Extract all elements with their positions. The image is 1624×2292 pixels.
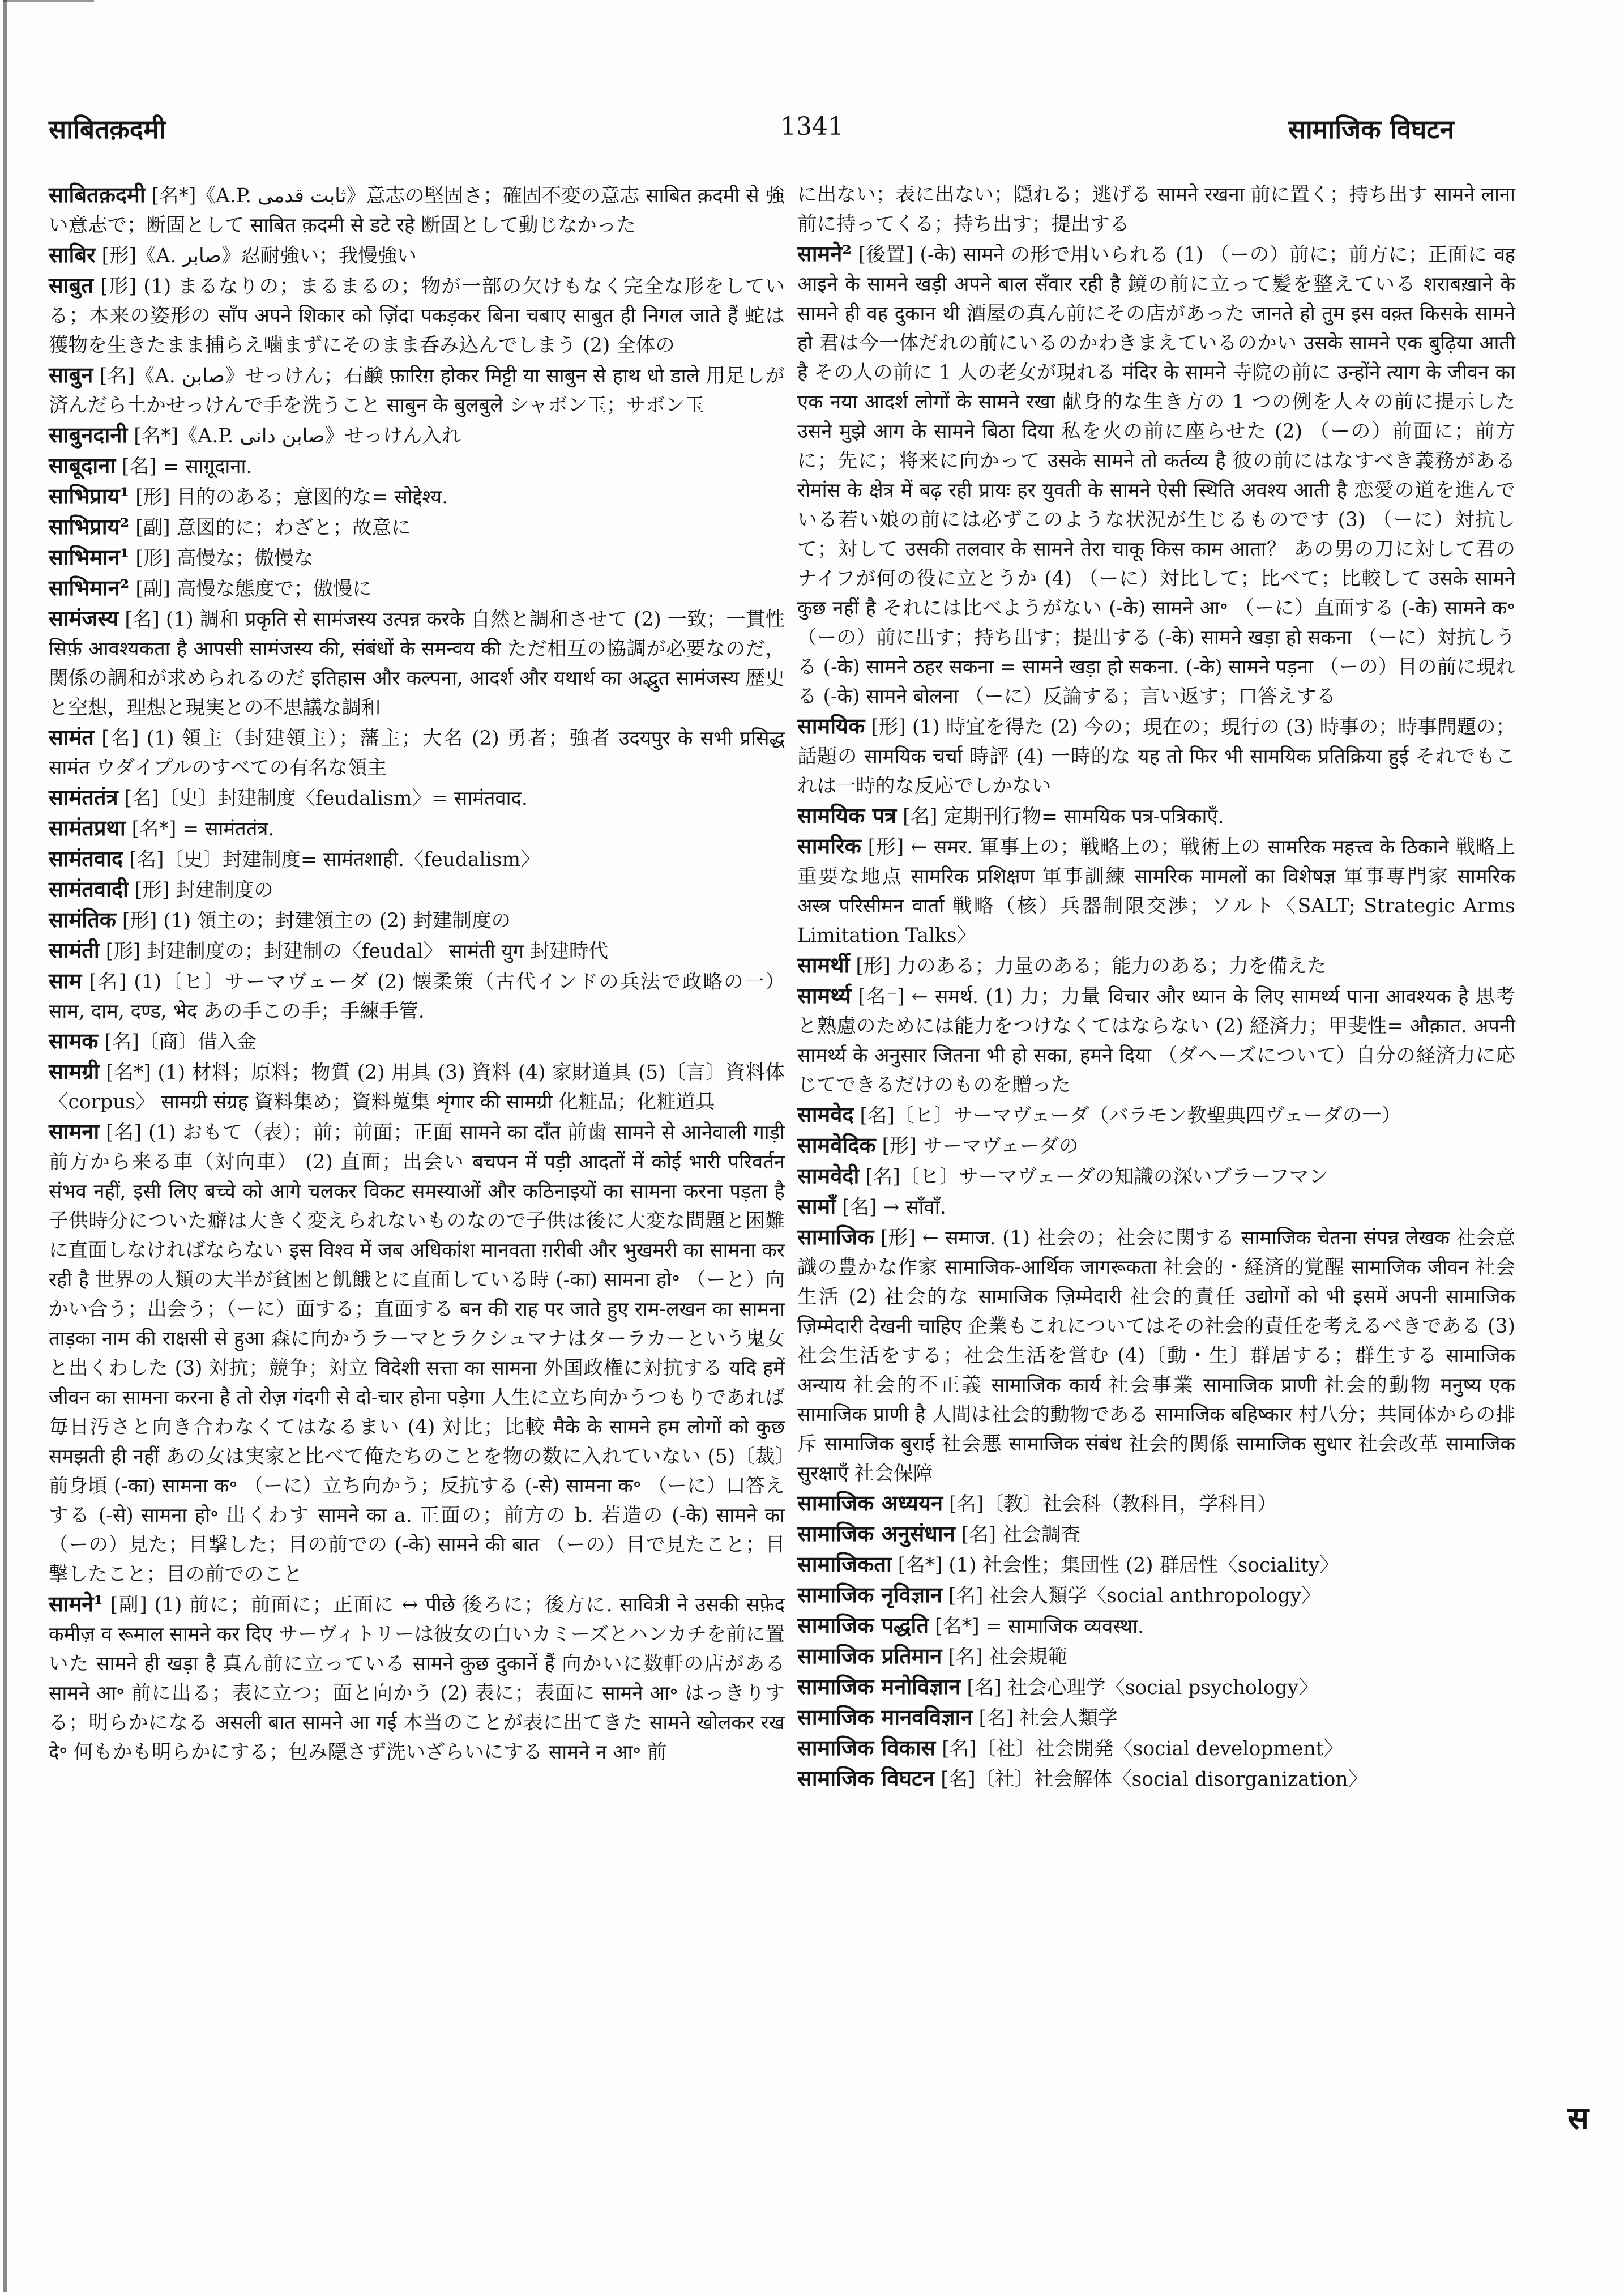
dictionary-entry [49,451,785,481]
entry-headword: साबूदाना [49,453,116,478]
entry-headword: साबुनदानी [49,422,128,447]
entry-definition: [名] 定期刊行物= सामयिक पत्र-पत्रिकाएँ. [903,805,1224,828]
entry-definition: [形] 高慢な；傲慢な [135,547,314,570]
entry-headword: सामाजिक विघटन [797,1765,935,1791]
entry-definition: [名]〔ヒ〕サーマヴェーダ（バラモン教聖典四ヴェーダの一） [860,1104,1401,1127]
entry-headword: सामंततंत्र [49,784,118,810]
dictionary-entry [797,1733,1515,1764]
entry-definition: [名]〔史〕封建制度= सामंतशाही.〈feudalism〉 [129,848,540,871]
entry-definition: [形] 封建制度の；封建制の〈feudal〉 सामंती युग 封建時代 [105,940,609,963]
dictionary-entry [797,1702,1515,1733]
entry-headword: सामवेदी [797,1163,860,1188]
entry-definition: [名]〔商〕借入金 [104,1031,257,1053]
dictionary-entry [797,981,1515,1100]
entry-headword: साबिर [49,242,96,267]
entry-definition: [名*]《A.P. صابن دانی》せっけん入れ [134,425,461,447]
dictionary-entry [49,360,785,420]
dictionary-entry [797,1161,1515,1192]
entry-definition: [名] (1)〔ヒ〕サーマヴェーダ (2) 懐柔策（古代インドの兵法で政略の一） साम, दाम, दण्ड, भेद あの手この手；手練手管. [49,971,785,1023]
dictionary-entry [797,1764,1515,1794]
entry-definition: [名*] (1) 材料；原料；物質 (2) 用具 (3) 資料 (4) 家財道具 (5)〔言〕資料体〈corpus〉 सामग्री संग्रह 資料集め；資料蒐集 शृंगार की सामग्री 化粧品；化粧道具 [49,1061,785,1113]
thumb-index: स [1567,2100,1589,2137]
dictionary-entry [797,711,1515,801]
dictionary-entry [49,420,785,451]
entry-headword: सामंतिक [49,907,116,932]
dictionary-entry [797,950,1515,981]
entry-definition: [名⁻] ← समर्थ. (1) 力；力量 विचार और ध्यान के लिए सामर्थ्य पाना आवश्यक है 思考と熟慮のためには能力をつけなくてはならない (2) 経済力；甲斐性= औक़ात. अपनी सामर्थ्य के अनुसार जितना भी हो सका, हमने दिया （ダヘーズについて）自分の経済力に応じてできるだけのものを贈った [797,985,1516,1096]
entry-headword: सामाजिक मनोविज्ञान [797,1674,961,1699]
entry-headword: सामंजस्य [49,605,119,631]
entry-definition: [名] 社会人類学〈social anthropology〉 [948,1585,1321,1607]
entry-definition: [名*] = सामाजिक व्यवस्था. [934,1615,1144,1638]
entry-definition: [形] (1) 時宜を得た (2) 今の；現在の；現行の (3) 時事の；時事問題の；話題の सामयिक चर्चा 時評 (4) 一時的な यह तो फिर भी सामयिक प्रतिक्रिया हुई それでもこれは一時的な反応でしかない [797,716,1516,797]
page-number: 1341 [780,112,844,141]
running-head-left: साबितक़दमी [49,114,166,144]
entry-headword: साभिप्राय¹ [49,483,130,509]
dictionary-entry [49,1589,785,1767]
entry-definition: [名] (1) おもて（表）；前；前面；正面 सामने का दाँत 前歯 सामने से आनेवाली गाड़ी 前方から来る車（対向車） (2) 直面；出会い बचपन में पड़ी आदतों में कोई भारी परिवर्तन संभव नहीं, इसी लिए बच्चे को आगे चलकर विकट समस्याओं और कठिनाइयों का सामना करना पड़ता है 子供時分についた癖は大きく変えられないものなので子供は後に大変な問題と困難に直面しなければならない इस विश्व में जब अधिकांश मानवता ग़रीबी और भुखमरी का सामना कर रही है 世界の人類の大半が貧困と飢餓とに直面している時 (-का) सामना हो॰ （ーと）向かい合う；出会う；（ーに）面する；直面する बन की राह पर जाते हुए राम-लखन का सामना ताड़का नाम की राक्षसी से हुआ 森に向かうラーマとラクシュマナはターラカーという鬼女と出くわした (3) 対抗；競争；対立 विदेशी सत्ता का सामना 外国政権に対抗する यदि हमें जीवन का सामना करना है तो रोज़ गंदगी से दो-चार होना पड़ेगा 人生に立ち向かうつもりであれば毎日汚さと向き合わなくてはなるまい (4) 対比；比較 मैके के सामने हम लोगों को कुछ समझती ही नहीं あの女は実家と比べて俺たちのことを物の数に入れていない (5)〔裁〕前身頃 (-का) सामना क॰ （ーに）立ち向かう；反抗する (-से) सामना क॰ （ーに）口答えする (-से) सामना हो॰ 出くわす सामने का a. 正面の；前方の b. 若造の (-के) सामने का （ーの）見た；目撃した；目の前での (-के) सामने की बात （ーの）目で見たこと；目撃したこと；目の前でのこと [49,1121,785,1586]
dictionary-entry [49,844,785,874]
dictionary-entry [49,1026,785,1057]
entry-definition: [名] (1) 調和 प्रकृति से सामंजस्य उत्पन्न करके 自然と調和させて (2) 一致；一貫性 सिर्फ़ आवश्यकता है आपसी सामंजस्य की, संबंधों के समन्वय की ただ相互の協調が必要なのだ，関係の調和が求められるのだ इतिहास और कल्पना, आदर्श और यथार्थ का अद्भुत सामंजस्य 歴史と空想，理想と現実との不思議な調和 [49,608,785,719]
entry-definition: [形]《A. صابر》忍耐強い；我慢強い [101,245,417,267]
running-head-right: सामाजिक विघटन [1288,114,1454,144]
entry-headword: सामरिक [797,833,861,859]
page-edge [3,0,7,2292]
entry-headword: सामाजिक [797,1224,874,1249]
dictionary-entry [797,1550,1515,1580]
dictionary-entry [797,1100,1515,1130]
entry-headword: साम [49,968,82,993]
dictionary-entry [49,936,785,966]
entry-headword: सामर्थ्य [797,983,851,1008]
entry-definition: [副] 意図的に；わざと；故意に [135,517,411,539]
entry-definition: [形] (1) 領主の；封建領主の (2) 封建制度の [122,910,511,932]
dictionary-entry [797,1222,1515,1488]
dictionary-entry [49,1117,785,1589]
dictionary-entry [797,1488,1515,1519]
entry-headword: सामाजिक प्रतिमान [797,1643,942,1668]
entry-headword: सामना [49,1119,100,1144]
entry-definition: [名] = साग़ूदाना. [122,455,253,478]
entry-definition: [名] 社会調査 [961,1523,1081,1546]
dictionary-entry [49,604,785,723]
dictionary-entry [797,239,1515,711]
dictionary-entry [797,1672,1515,1702]
entry-headword: साबितक़दमी [49,182,146,207]
dictionary-entry [49,874,785,905]
entry-headword: सामंतवाद [49,846,123,871]
entry-headword: सामाजिक अध्ययन [797,1490,943,1516]
entry-headword: सामग्री [49,1058,100,1084]
entry-headword: सामाजिक अनुसंधान [797,1521,955,1546]
entry-headword: साभिमान² [49,575,130,600]
dictionary-entry [797,1611,1515,1641]
entry-headword: सामाजिक विकास [797,1735,936,1760]
entry-definition: [名]〔ヒ〕サーマヴェーダの知識の深いブラーフマン [865,1166,1328,1188]
entry-headword: सामंतवादी [49,876,129,902]
entry-headword: सामने² [797,241,852,266]
entry-definition: [名]〔社〕社会開発〈social development〉 [942,1738,1344,1760]
dictionary-entry [49,813,785,844]
dictionary-entry [49,543,785,573]
entry-definition: [名*] = सामंततंत्र. [131,818,275,840]
dictionary-entry [49,966,785,1026]
entry-headword: सामयिक [797,713,865,739]
entry-definition: [副] 高慢な態度で；傲慢に [135,578,372,600]
entry-headword: सामंत [49,724,94,750]
entry-headword: सामाजिक नृविज्ञान [797,1582,942,1607]
dictionary-entry [49,1057,785,1117]
entry-definition: [形] 封建制度の [134,879,273,902]
dictionary-entry [49,481,785,512]
dictionary-entry [797,1192,1515,1222]
entry-headword: सामक [49,1028,99,1053]
dictionary-entry [49,240,785,271]
entry-definition: [後置] (-के) सामने の形で用いられる (1) （ーの）前に；前方に；正面に वह आइने के सामने खड़ी अपने बाल सँवार रही है 鏡の前に立って髪を整えている शराबख़ाने के सामने ही वह दुकान थी 酒屋の真ん前にその店があった जानते हो तुम इस वक़्त किसके सामने हो 君は今一体だれの前にいるのかわきまえているのかい उसके सामने एक बुढ़िया आती है その人の前に 1 人の老女が現れる मंदिर के सामने 寺院の前に उन्होंने त्याग के जीवन का एक नया आदर्श लोगों के सामने रखा 献身的な生き方の 1 つの例を人々の前に提示した उसने मुझे आग के सामने बिठा दिया 私を火の前に座らせた (2) （ーの）前面に；前方に；先に；将来に向かって उसके सामने तो कर्तव्य है 彼の前にはなすべき義務がある रोमांस के क्षेत्र में बढ़ रही प्रायः हर युवती के सामने ऐसी स्थिति अवश्य आती है 恋愛の道を進んでいる若い娘の前には必ずこのような状況が生じるものです (3) （ーに）対抗して；対して उसकी तलवार के सामने तेरा चाकू किस काम आता？ あの男の刀に対して君のナイフが何の役に立とうか (4) （ーに）対比して；比べて；比較して उसके सामने कुछ नहीं है それには比べようがない (-के) सामने आ॰ （ーに）直面する (-के) सामने क॰ （ーの）前に出す；持ち出す；提出する (-के) सामने खड़ा हो सकना （ーに）対抗しうる (-के) सामने ठहर सकना = सामने खड़ा हो सकना. (-के) सामने पड़ना （ーの）目の前に現れる (-के) सामने बोलना （ーに）反論する；言い返す；口答えする [797,244,1515,708]
entry-definition: [形] 目的のある；意図的な= सोद्देश्य. [135,486,448,509]
dictionary-entry [49,783,785,813]
entry-definition: [名] → साँवाँ. [842,1196,946,1219]
dictionary-entry [49,512,785,543]
dictionary-entry [49,271,785,360]
entry-headword: सामंती [49,937,100,963]
right-column [797,180,1515,1794]
entry-definition: [名] 社会心理学〈social psychology〉 [967,1676,1318,1699]
entry-definition: に出ない；表に出ない；隠れる；逃げる सामने रखना 前に置く；持ち出す सामने लाना 前に持ってくる；持ち出す；提出する [797,183,1515,236]
dictionary-entry [797,1519,1515,1550]
scan-mark [3,0,94,2]
entry-headword: सामवेदिक [797,1132,876,1158]
entry-headword: सामाँ [797,1193,836,1219]
dictionary-entry [797,1580,1515,1611]
entry-headword: सामाजिकता [797,1551,892,1577]
entry-definition: [名*]《A.P. ثابت قدمی》意志の堅固さ；確固不変の意志 साबित क़दमी से 強い意志で；断固として साबित क़दमी से डटे रहे 断固として動じなかった [49,185,785,237]
entry-definition: [名]《A. صابن》せっけん；石鹸 फ़ारिग़ होकर मिट्टी या साबुन से हाथ धो डाले 用足しが済んだら土かせっけんで手を洗うこと साबुन के बुलबुले シャボン玉；サボン玉 [49,365,785,417]
entry-headword: सामवेद [797,1102,854,1127]
entry-definition: [名]〔史〕封建制度〈feudalism〉= सामंतवाद. [124,787,528,810]
entry-definition: [形] ← समर. 軍事上の；戦略上の；戦術上の सामरिक महत्त्व के ठिकाने 戦略上重要な地点 सामरिक प्रशिक्षण 軍事訓練 सामरिक मामलों का विशेषज्ञ 軍事専門家 सामरिक अस्त्र परिसीमन वार्ता 戦略（核）兵器制限交渉；ソルト〈SALT; Strategic Arms Limitation Talks〉 [797,836,1516,947]
entry-headword: साबुन [49,362,93,387]
entry-headword: सामाजिक मानवविज्ञान [797,1704,973,1730]
entry-definition: [名*] (1) 社会性；集団性 (2) 群居性〈sociality〉 [898,1554,1339,1577]
dictionary-entry [797,180,1515,239]
entry-headword: सामने¹ [49,1591,103,1616]
entry-definition: [形] (1) まるなりの；まるまるの；物が一部の欠けもなく完全な形をしている；本来の姿形の साँप अपने शिकार को ज़िंदा पकड़कर बिना चबाए साबुत ही निगल जाते हैं 蛇は獲物を生きたまま捕らえ噛まずにそのまま呑み込んでしまう (2) 全体の [49,275,785,357]
entry-headword: सामंतप्रथा [49,815,126,840]
dictionary-entry [49,573,785,604]
entry-definition: [名] 社会人類学 [978,1707,1118,1730]
entry-definition: [形] 力のある；力量のある；能力のある；力を備えた [856,955,1327,978]
entry-definition: [名] 社会規範 [948,1646,1067,1668]
dictionary-entry [49,723,785,783]
dictionary-entry [797,831,1515,950]
dictionary-entry [797,1641,1515,1672]
entry-headword: साभिमान¹ [49,544,130,570]
entry-definition: [副] (1) 前に；前面に；正面に ↔ पीछे 後ろに；後方に. सावित्री ने उसकी सफ़ेद कमीज़ व रूमाल सामने कर दिए サーヴィトリーは彼女の白いカミーズとハンカチを前に置いた सामने ही खड़ा है 真ん前に立っている सामने कुछ दुकानें हैं 向かいに数軒の店がある सामने आ॰ 前に出る；表に立つ；面と向かう (2) 表に；表面に सामने आ॰ はっきりする；明らかになる असली बात सामने आ गई 本当のことが表に出てきた सामने खोलकर रख दे॰ 何もかも明らかにする；包み隠さず洗いざらいにする सामने न आ॰ 前 [49,1594,785,1764]
entry-definition: [名]〔教〕社会科（教科目，学科目） [949,1493,1277,1516]
left-column [49,180,785,1767]
entry-definition: [形] サーマヴェーダの [882,1135,1079,1158]
dictionary-entry [49,905,785,936]
dictionary-entry [797,1130,1515,1161]
entry-headword: साभिप्राय² [49,514,130,539]
dictionary-entry [797,801,1515,831]
entry-definition: [名]〔社〕社会解体〈social disorganization〉 [941,1768,1368,1791]
entry-headword: साबुत [49,272,93,298]
entry-headword: सामयिक पत्र [797,803,897,828]
dictionary-entry [49,180,785,240]
entry-headword: सामाजिक पद्धति [797,1612,929,1638]
entry-definition: [名] (1) 領主（封建領主）；藩主；大名 (2) 勇者；強者 उदयपुर के सभी प्रसिद्ध सामंत ウダイプルのすべての有名な領主 [49,727,785,779]
entry-headword: सामर्थी [797,952,850,978]
entry-definition: [形] ← समाज. (1) 社会の；社会に関する सामाजिक चेतना संपन्न लेखक 社会意識の豊かな作家 सामाजिक-आर्थिक जागरूकता 社会的・経済的覚醒 सामाजिक जीवन 社会生活 (2) 社会的な सामाजिक ज़िम्मेदारी 社会的責任 उद्योगों को भी इसमें अपनी सामाजिक ज़िम्मेदारी देखनी चाहिए 企業もこれについてはその社会的責任を考えるべきである (3) 社会生活をする；社会生活を営む (4)〔動・生〕群居する；群生する सामाजिक अन्याय 社会的不正義 सामाजिक कार्य 社会事業 सामाजिक प्राणी 社会的動物 मनुष्य एक सामाजिक प्राणी है 人間は社会的動物である सामाजिक बहिष्कार 村八分；共同体からの排斥 सामाजिक बुराई 社会悪 सामाजिक संबंध 社会的関係 सामाजिक सुधार 社会改革 सामाजिक सुरक्षाएँ 社会保障 [797,1227,1516,1485]
